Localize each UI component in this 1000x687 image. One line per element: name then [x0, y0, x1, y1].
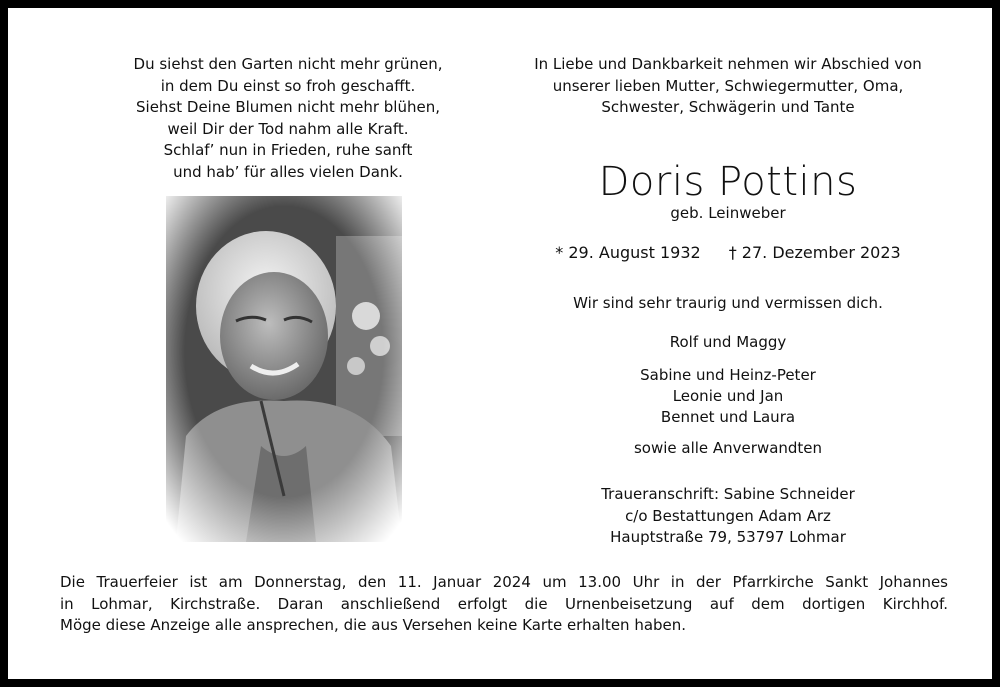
mourning-address [498, 484, 958, 549]
obituary-card [8, 8, 992, 679]
funeral-line: Möge diese Anzeige alle ansprechen, die aus Versehen keine Karte erhalten haben. [60, 616, 687, 634]
poem [108, 54, 468, 183]
address-line: c/o Bestattungen Adam Arz [625, 506, 831, 525]
funeral-line: Die Trauerfeier ist am Donnerstag, den 11. Januar 2024 um 13.00 Uhr in der Pfarrkirche Sankt Johannes [60, 573, 948, 591]
life-dates [498, 243, 958, 262]
funeral-notice [60, 572, 948, 637]
mourners-list [498, 332, 958, 459]
address-line: Hauptstraße 79, 53797 Lohmar [610, 528, 846, 546]
portrait-illustration [166, 196, 402, 542]
deceased-name: Doris Pottins [598, 159, 858, 205]
birth-date: * 29. August 1932 [555, 243, 701, 262]
intro-text [498, 54, 958, 119]
mourner-entry: Rolf und Maggy [669, 333, 787, 351]
portrait-photo [166, 196, 402, 542]
mourner-entry: Sabine und Heinz-Peter [640, 366, 816, 384]
poem-line: in dem Du einst so froh geschafft. [160, 76, 416, 95]
mourning-line: Wir sind sehr traurig und vermissen dich. [573, 294, 883, 312]
mourner-entry: Bennet und Laura [660, 408, 796, 426]
maiden-name: geb. Leinweber [670, 204, 786, 222]
poem-line: Siehst Deine Blumen nicht mehr blühen, [136, 98, 440, 116]
poem-line: Du siehst den Garten nicht mehr grünen, [133, 55, 443, 73]
mourner-entry: sowie alle Anverwandten [633, 439, 823, 457]
mourner-entry: Leonie und Jan [672, 387, 784, 405]
intro-line: Schwester, Schwägerin und Tante [601, 98, 855, 116]
death-date: † 27. Dezember 2023 [728, 243, 901, 262]
poem-line: Schlaf’ nun in Frieden, ruhe sanft [163, 141, 413, 159]
poem-line: weil Dir der Tod nahm alle Kraft. [167, 119, 409, 138]
funeral-line: in Lohmar, Kirchstraße. Daran anschließend erfolgt die Urnenbeisetzung auf dem dortigen Kirchhof. [60, 594, 948, 613]
poem-line: und hab’ für alles vielen Dank. [173, 162, 403, 181]
intro-line: unserer lieben Mutter, Schwiegermutter, Oma, [552, 76, 904, 95]
intro-line: In Liebe und Dankbarkeit nehmen wir Abschied von [534, 55, 922, 73]
address-line: Traueranschrift: Sabine Schneider [601, 485, 855, 503]
